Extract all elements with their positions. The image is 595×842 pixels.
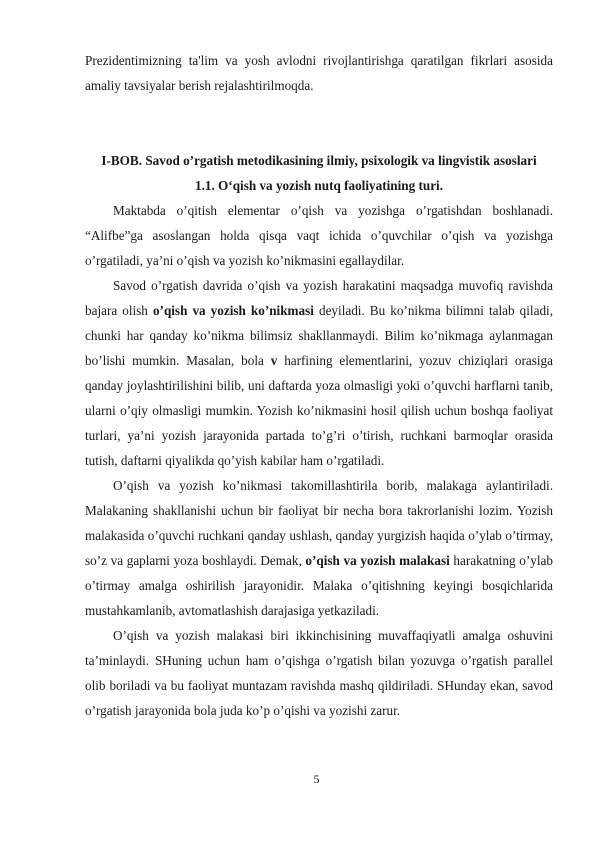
paragraph-1: Maktabda o’qitish elementar o’qish va yozishga o’rgatishdan boshlanadi. “Alifbe”ga asoslangan holda qisqa vaqt ichida o’quvchilar o’qish va yozishga o’rgatiladi, ya’ni o’qish va yozish ko’nikmasini egallaydilar. — [85, 203, 553, 268]
chapter-title: I-BOB. Savod o’rgatish metodikasining ilmiy, psixologik va lingvistik asoslari — [101, 153, 537, 168]
paragraph-2-part-e: harfining elementlarini, yozuv chiziqlari orasiga qanday joylashtirilishini bilib, uni daftarda yoza olmasligi yoki o’quvchi harflarni tanib, ularni o’qiy olmasligi mumkin. Yozish ko’nikmasini hosil qilish uchun boshqa faoliyat turlari, ya’ni yozish jarayonida partada to’g’ri o’tirish, ruchkani barmoqlar orasida tutish, daftarni qiyalikda qo’yish kabilar ham o’rgatiladi. — [85, 353, 554, 468]
paragraph-2-part-c: deyiladi. Bu ko’nikma bilimni talab qiladi, chunki har qanday ko’nikma bilimsiz shakllanmaydi. Bilim ko’nikmaga aylanmagan bo’lishi mumkin. Masalan, bola — [85, 303, 553, 368]
paragraph-3 — [85, 473, 553, 623]
term-reading-writing-skill: o’qish va yozish ko’nikmasi — [152, 303, 314, 318]
paragraph-3-part-c: harakatning o’ylab o’tirmay amalga oshirilish jarayonidir. Malaka o’qitishning keyingi bosqichlarida mustahkamlanib, avtomatlashish darajasiga yetkaziladi. — [85, 553, 553, 618]
paragraph-2 — [85, 273, 553, 473]
paragraph-3-part-a: O’qish va yozish ko’nikmasi takomillashtirila borib, malakaga aylantiriladi. Malakaning shakllanishi uchun bir faoliyat bir necha bora takrorlanishi lozim. Yozish malakasida o’quvchi ruchkani qanday ushlash, qanday yurgizish haqida o’ylab o’tirmay, so’z va gaplarni yoza boshlaydi. Demak, — [85, 478, 553, 568]
term-reading-writing-proficiency: o’qish va yozish malakasi — [305, 553, 450, 568]
page-number: 5 — [313, 772, 320, 786]
spacer — [85, 98, 553, 148]
paragraph-2-part-a: Savod o’rgatish davrida o’qish va yozish harakatini maqsadga muvofiq ravishda bajara olish — [85, 278, 553, 318]
document-page — [85, 48, 553, 723]
intro-paragraph: Prezidentimizning ta'lim va yosh avlodni rivojlantirishga qaratilgan fikrlari asosida amaliy tavsiyalar berish rejalashtirilmoqda. — [85, 53, 553, 93]
section-title: 1.1. O‘qish va yozish nutq faoliyatining turi. — [194, 178, 444, 193]
paragraph-4: O’qish va yozish malakasi biri ikkinchisining muvaffaqiyatli amalga oshuvini ta’minlaydi. SHuning uchun ham o’qishga o’rgatish bilan yozuvga o’rgatish parallel olib boriladi va bu faoliyat muntazam ravishda mashq qildiriladi. SHunday ekan, savod o’rgatish jarayonida bola juda ko’p o’qishi va yozishi zarur. — [85, 628, 553, 718]
letter-v: v — [270, 353, 278, 368]
